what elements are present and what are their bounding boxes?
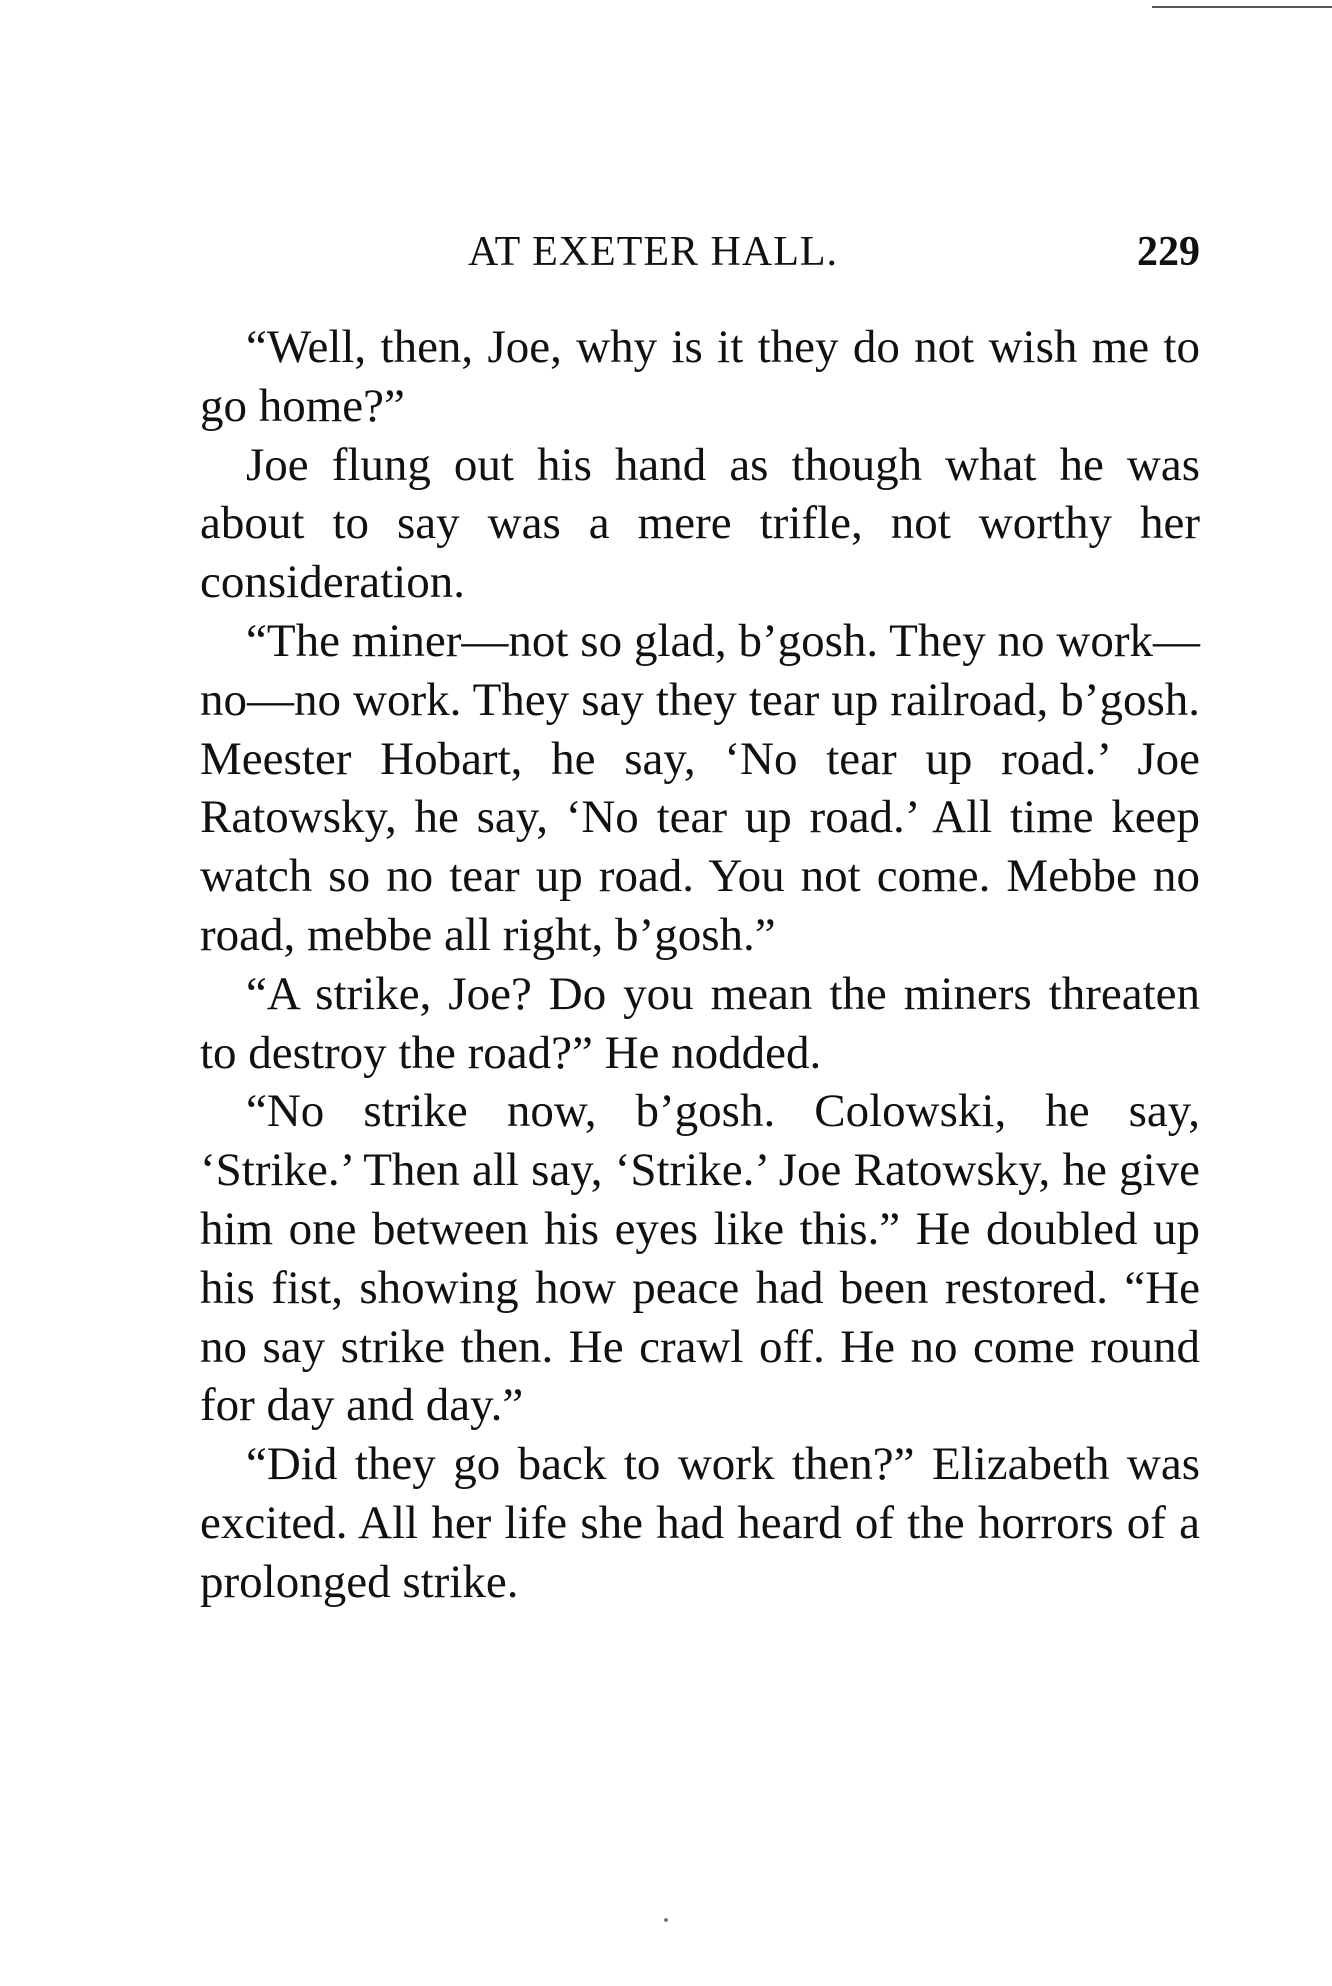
body-text: [200, 318, 1200, 1612]
paragraph: “The miner—not so glad, b’gosh. They no work—no—no work. They say they tear up railroad, b’gosh. Meester Hobart, he say, ‘No tear up road.’ Joe Ratowsky, he say, ‘No tear up road.’ All time keep watch so no tear up road. You not come. Mebbe no road, mebbe all right, b’gosh.”: [200, 614, 1200, 961]
running-head: [200, 228, 1200, 288]
page-number: 229: [1137, 229, 1200, 275]
paragraph: “A strike, Joe? Do you mean the miners threaten to destroy the road?” He nodded.: [200, 967, 1200, 1079]
paragraph: “Well, then, Joe, why is it they do not wish me to go home?”: [200, 321, 1200, 432]
paragraph: “No strike now, b’gosh. Colowski, he say, ‘Strike.’ Then all say, ‘Strike.’ Joe Ratowsky, he give him one between his eyes like this.” He doubled up his fist, showing how peace had been restored. “He no say strike then. He crawl off. He no come round for day and day.”: [200, 1085, 1200, 1432]
page-edge-rule: [1152, 6, 1332, 8]
paragraph: “Did they go back to work then?” Elizabeth was excited. All her life she had heard of the horrors of a prolonged strike.: [200, 1438, 1200, 1608]
print-speck: [664, 1918, 668, 1922]
paragraph: Joe flung out his hand as though what he was about to say was a mere trifle, not worthy her consideration.: [200, 438, 1200, 609]
running-title: AT EXETER HALL.: [468, 229, 839, 275]
